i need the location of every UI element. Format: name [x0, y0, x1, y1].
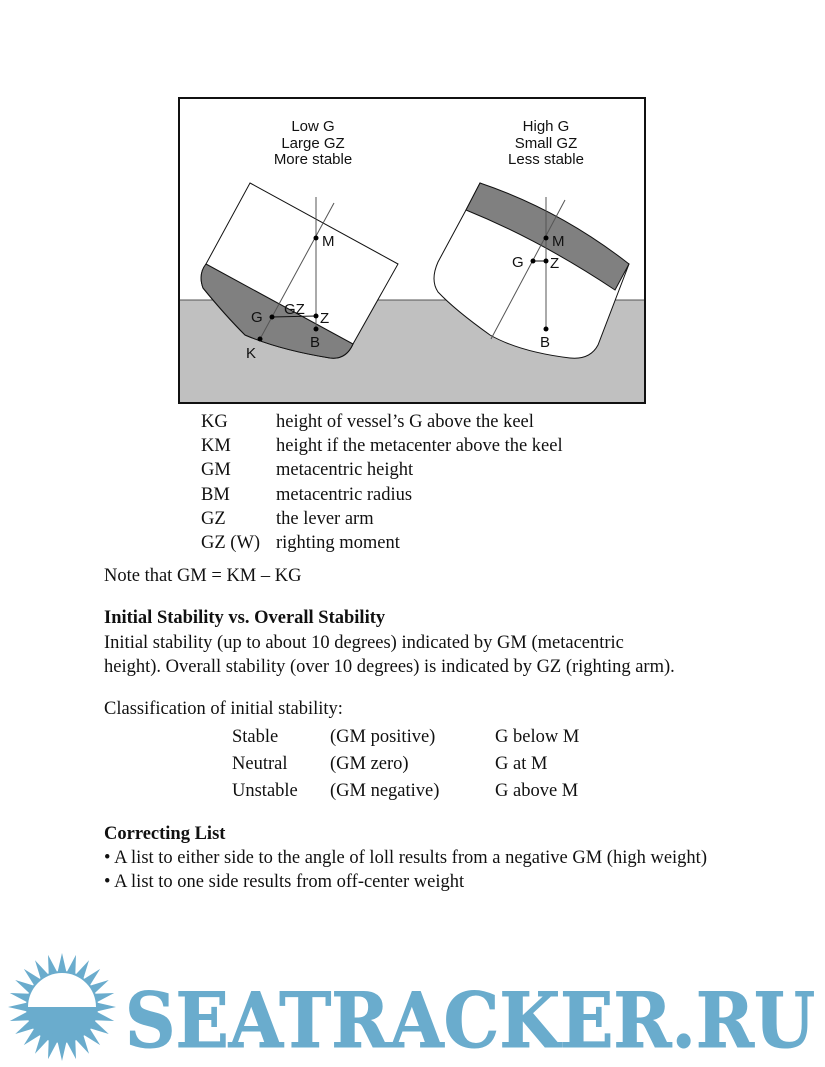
stability-diagram — [178, 97, 648, 407]
paragraph-line: height). Overall stability (over 10 degrees) is indicated by GZ (righting arm). — [104, 657, 675, 677]
definition: GM metacentric height — [201, 460, 414, 481]
bullet-list — [104, 846, 716, 894]
svg-text:G: G — [251, 309, 263, 326]
list-item: • A list to either side to the angle of loll results from a negative GM (high weight) — [104, 848, 707, 868]
section-heading: Initial Stability vs. Overall Stability — [104, 608, 386, 628]
table-row: Unstable (GM negative) G above M — [232, 781, 579, 801]
watermark-text: SEATRACKER.RU — [125, 976, 815, 1065]
svg-text:GZ: GZ — [284, 301, 305, 318]
svg-text:M: M — [322, 233, 335, 250]
svg-text:B: B — [310, 334, 321, 351]
definition: KG height of vessel’s G above the keel — [201, 412, 534, 432]
list-item: • A list to one side results from off-center weight — [104, 872, 465, 892]
svg-text:K: K — [246, 345, 257, 362]
svg-text:G: G — [512, 254, 524, 271]
definition: KM height if the metacenter above the keel — [201, 436, 563, 457]
svg-text:Low GLarge GZMore stable: Low G Large GZ More stable — [273, 118, 353, 168]
table-row: Stable (GM positive) G below M — [232, 727, 580, 747]
svg-text:Z: Z — [320, 310, 330, 327]
definition: BM metacentric radius — [201, 484, 413, 505]
svg-text:Z: Z — [550, 255, 560, 272]
section-heading: Correcting List — [104, 824, 226, 844]
svg-text:B: B — [540, 334, 551, 351]
note: Note that GM = KM – KG — [104, 566, 302, 586]
table-row: Neutral (GM zero) G at M — [232, 754, 548, 774]
definition: GZ (W) righting moment — [201, 533, 400, 554]
paragraph-line: Initial stability (up to about 10 degrees) indicated by GM (metacentric — [104, 633, 624, 653]
watermark-logo — [0, 945, 825, 1067]
definitions-list — [201, 410, 563, 555]
svg-text:M: M — [552, 233, 565, 250]
svg-text:High GSmall GZLess stable: High G Small GZ Less stable — [508, 118, 584, 168]
classification-intro: Classification of initial stability: — [104, 699, 343, 719]
definition: GZ the lever arm — [201, 508, 374, 529]
sun-icon — [8, 953, 116, 1061]
classification-table — [232, 724, 579, 805]
